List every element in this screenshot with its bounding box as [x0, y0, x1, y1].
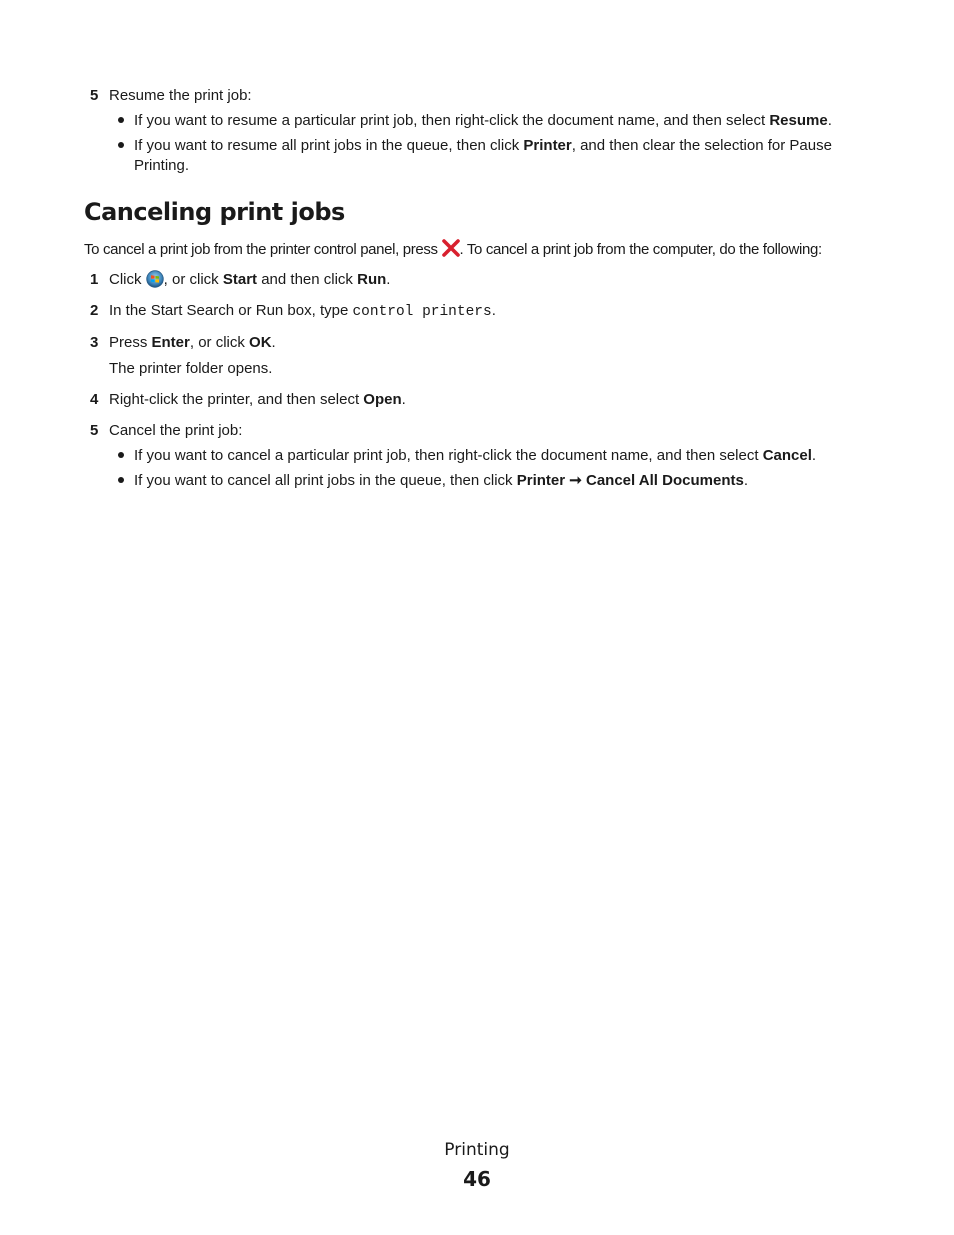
bullet: [118, 477, 124, 483]
step-number: 5: [90, 87, 99, 104]
bullet-text-continuation: Printing.: [134, 157, 190, 174]
step-number: 5: [90, 422, 99, 439]
bullet: [118, 117, 124, 123]
bullet-text: If you want to cancel all print jobs in the queue, then click Printer ➞ Cancel All Documents.: [134, 472, 748, 489]
step-text: In the Start Search or Run box, type control printers.: [109, 302, 496, 320]
bullet-text: If you want to cancel a particular print job, then right-click the document name, and then select Cancel.: [134, 447, 817, 464]
code-text: control printers: [352, 304, 492, 320]
intro-paragraph: To cancel a print job from the printer control panel, press . To cancel a print job from the computer, do the following:: [84, 241, 822, 258]
arrow-glyph: ➞: [565, 472, 586, 489]
step-number: 2: [90, 302, 99, 319]
footer-section-name: Printing: [444, 1140, 510, 1160]
step-text: Resume the print job:: [109, 87, 252, 104]
step-text: Cancel the print job:: [109, 422, 243, 439]
bullet-text: If you want to resume a particular print job, then right-click the document name, and then select Resume.: [134, 112, 832, 129]
step-text: Right-click the printer, and then select Open.: [109, 391, 406, 408]
step-number: 1: [90, 271, 99, 288]
step-text: Click , or click Start and then click Run.: [109, 271, 391, 288]
step-note: The printer folder opens.: [109, 360, 273, 377]
step-number: 4: [90, 391, 99, 408]
section-heading: Canceling print jobs: [84, 198, 345, 226]
step-number: 3: [90, 334, 99, 351]
step-text: Press Enter, or click OK.: [109, 334, 276, 351]
bullet: [118, 452, 124, 458]
windows-start-icon: [146, 270, 164, 288]
bullet: [118, 142, 124, 148]
x-icon: [442, 239, 460, 257]
page-number: 46: [463, 1167, 491, 1191]
bullet-text: If you want to resume all print jobs in the queue, then click Printer, and then clear the selection for Pause: [134, 137, 832, 154]
